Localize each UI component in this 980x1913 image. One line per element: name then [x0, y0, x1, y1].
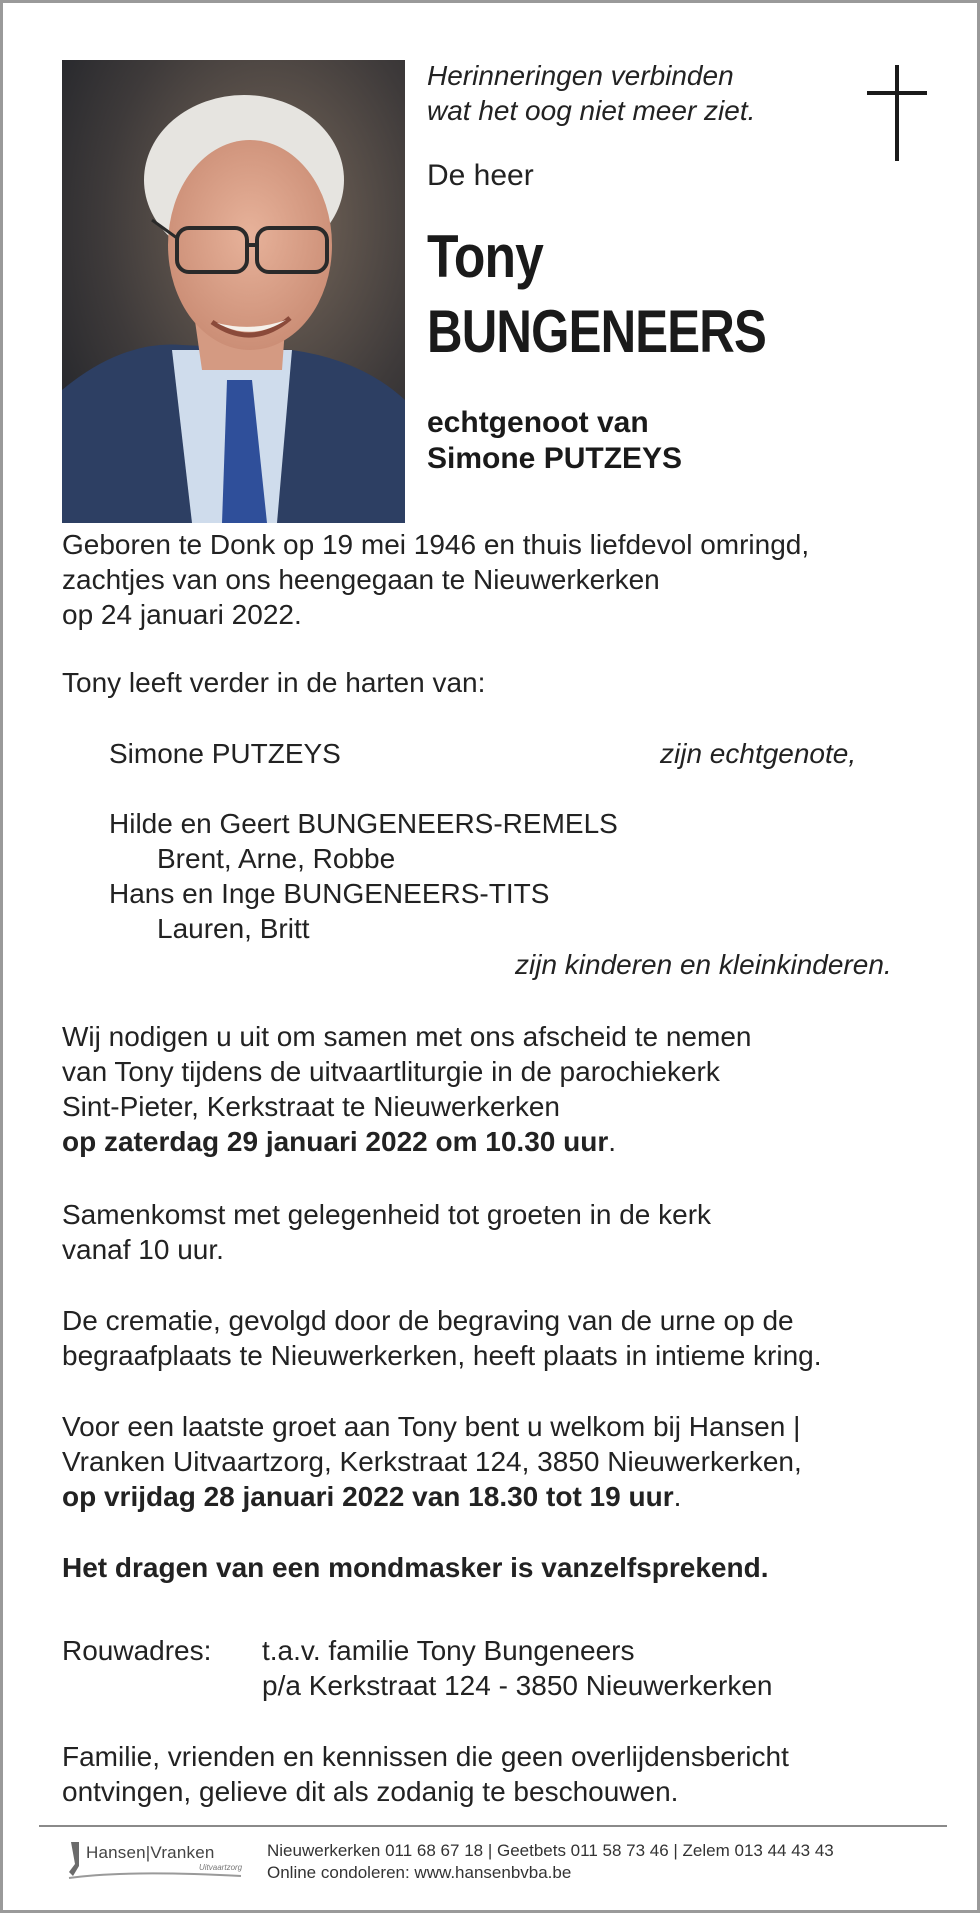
visitation-date: [62, 1479, 942, 1514]
funeral-line: van Tony tijdens de uitvaartliturgie in de parochiekerk: [62, 1056, 720, 1087]
address-label: Rouwadres:: [62, 1635, 212, 1666]
funeral-home-subtitle: Uitvaartzorg: [199, 1863, 243, 1872]
poem-line-2: wat het oog niet meer ziet.: [427, 95, 756, 126]
salutation: De heer: [427, 159, 534, 192]
birth-line: Geboren te Donk op 19 mei 1946 en thuis liefdevol omringd,: [62, 529, 810, 560]
deceased-last-name: BUNGENEERS: [427, 298, 766, 365]
deceased-first-name: Tony: [427, 223, 543, 290]
birth-line: zachtjes van ons heengegaan te Nieuwerkerken: [62, 564, 660, 595]
funeral-date: [62, 1124, 942, 1159]
funeral-line: Sint-Pieter, Kerkstraat te Nieuwerkerken: [62, 1091, 560, 1122]
funeral-paragraph: [62, 1019, 942, 1159]
visitation-paragraph: [62, 1409, 942, 1514]
portrait-photo: [62, 60, 405, 523]
birth-line: op 24 januari 2022.: [62, 599, 302, 630]
gathering-line: Samenkomst met gelegenheid tot groeten in de kerk: [62, 1199, 712, 1230]
poem-line-1: Herinneringen verbinden: [427, 60, 734, 91]
closing-paragraph: [62, 1739, 942, 1809]
cremation-line: begraafplaats te Nieuwerkerken, heeft plaats in intieme kring.: [62, 1340, 822, 1371]
mask-notice: Het dragen van een mondmasker is vanzelfsprekend.: [62, 1552, 769, 1583]
visitation-date-bold: op vrijdag 28 januari 2022 van 18.30 tot 19 uur: [62, 1481, 674, 1512]
funeral-date-bold: op zaterdag 29 januari 2022 om 10.30 uur: [62, 1126, 609, 1157]
cremation-line: De crematie, gevolgd door de begraving van de urne op de: [62, 1305, 794, 1336]
visitation-line: Vranken Uitvaartzorg, Kerkstraat 124, 3850 Nieuwerkerken,: [62, 1446, 802, 1477]
family-grandchildren-2: Lauren, Britt: [157, 913, 310, 944]
footer-divider: [39, 1825, 947, 1827]
family-children-role: zijn kinderen en kleinkinderen.: [515, 949, 892, 980]
gathering-line: vanaf 10 uur.: [62, 1234, 224, 1265]
footer-phone-numbers: Nieuwerkerken 011 68 67 18 | Geetbets 011 58 73 46 | Zelem 013 44 43 43: [267, 1841, 834, 1860]
memorial-poem: [427, 58, 847, 128]
gathering-paragraph: [62, 1197, 942, 1267]
spouse-name: Simone PUTZEYS: [427, 442, 683, 475]
spouse-of: [427, 405, 682, 477]
funeral-line: Wij nodigen u uit om samen met ons afscheid te nemen: [62, 1021, 752, 1052]
family-spouse: Simone PUTZEYS: [109, 738, 341, 769]
address-line-1: t.a.v. familie Tony Bungeneers: [262, 1635, 635, 1666]
birth-paragraph: [62, 527, 942, 632]
family-child-2: Hans en Inge BUNGENEERS-TITS: [109, 878, 550, 909]
footer-website[interactable]: Online condoleren: www.hansenbvba.be: [267, 1863, 572, 1882]
visitation-date-suffix: .: [673, 1481, 682, 1512]
funeral-date-suffix: .: [608, 1126, 616, 1157]
cross-icon: [867, 65, 927, 161]
funeral-home-name: Hansen|Vranken: [86, 1843, 215, 1862]
address-line-2: p/a Kerkstraat 124 - 3850 Nieuwerkerken: [262, 1670, 773, 1701]
cremation-paragraph: [62, 1303, 942, 1373]
closing-line: Familie, vrienden en kennissen die geen overlijdensbericht: [62, 1741, 789, 1772]
family-grandchildren-1: Brent, Arne, Robbe: [157, 843, 396, 874]
family-child-1: Hilde en Geert BUNGENEERS-REMELS: [109, 808, 618, 839]
family-spouse-role: zijn echtgenote,: [660, 738, 857, 769]
family-intro: Tony leeft verder in de harten van:: [62, 667, 486, 698]
closing-line: ontvingen, gelieve dit als zodanig te beschouwen.: [62, 1776, 679, 1807]
spouse-prefix: echtgenoot van: [427, 406, 649, 439]
visitation-line: Voor een laatste groet aan Tony bent u welkom bij Hansen |: [62, 1411, 801, 1442]
